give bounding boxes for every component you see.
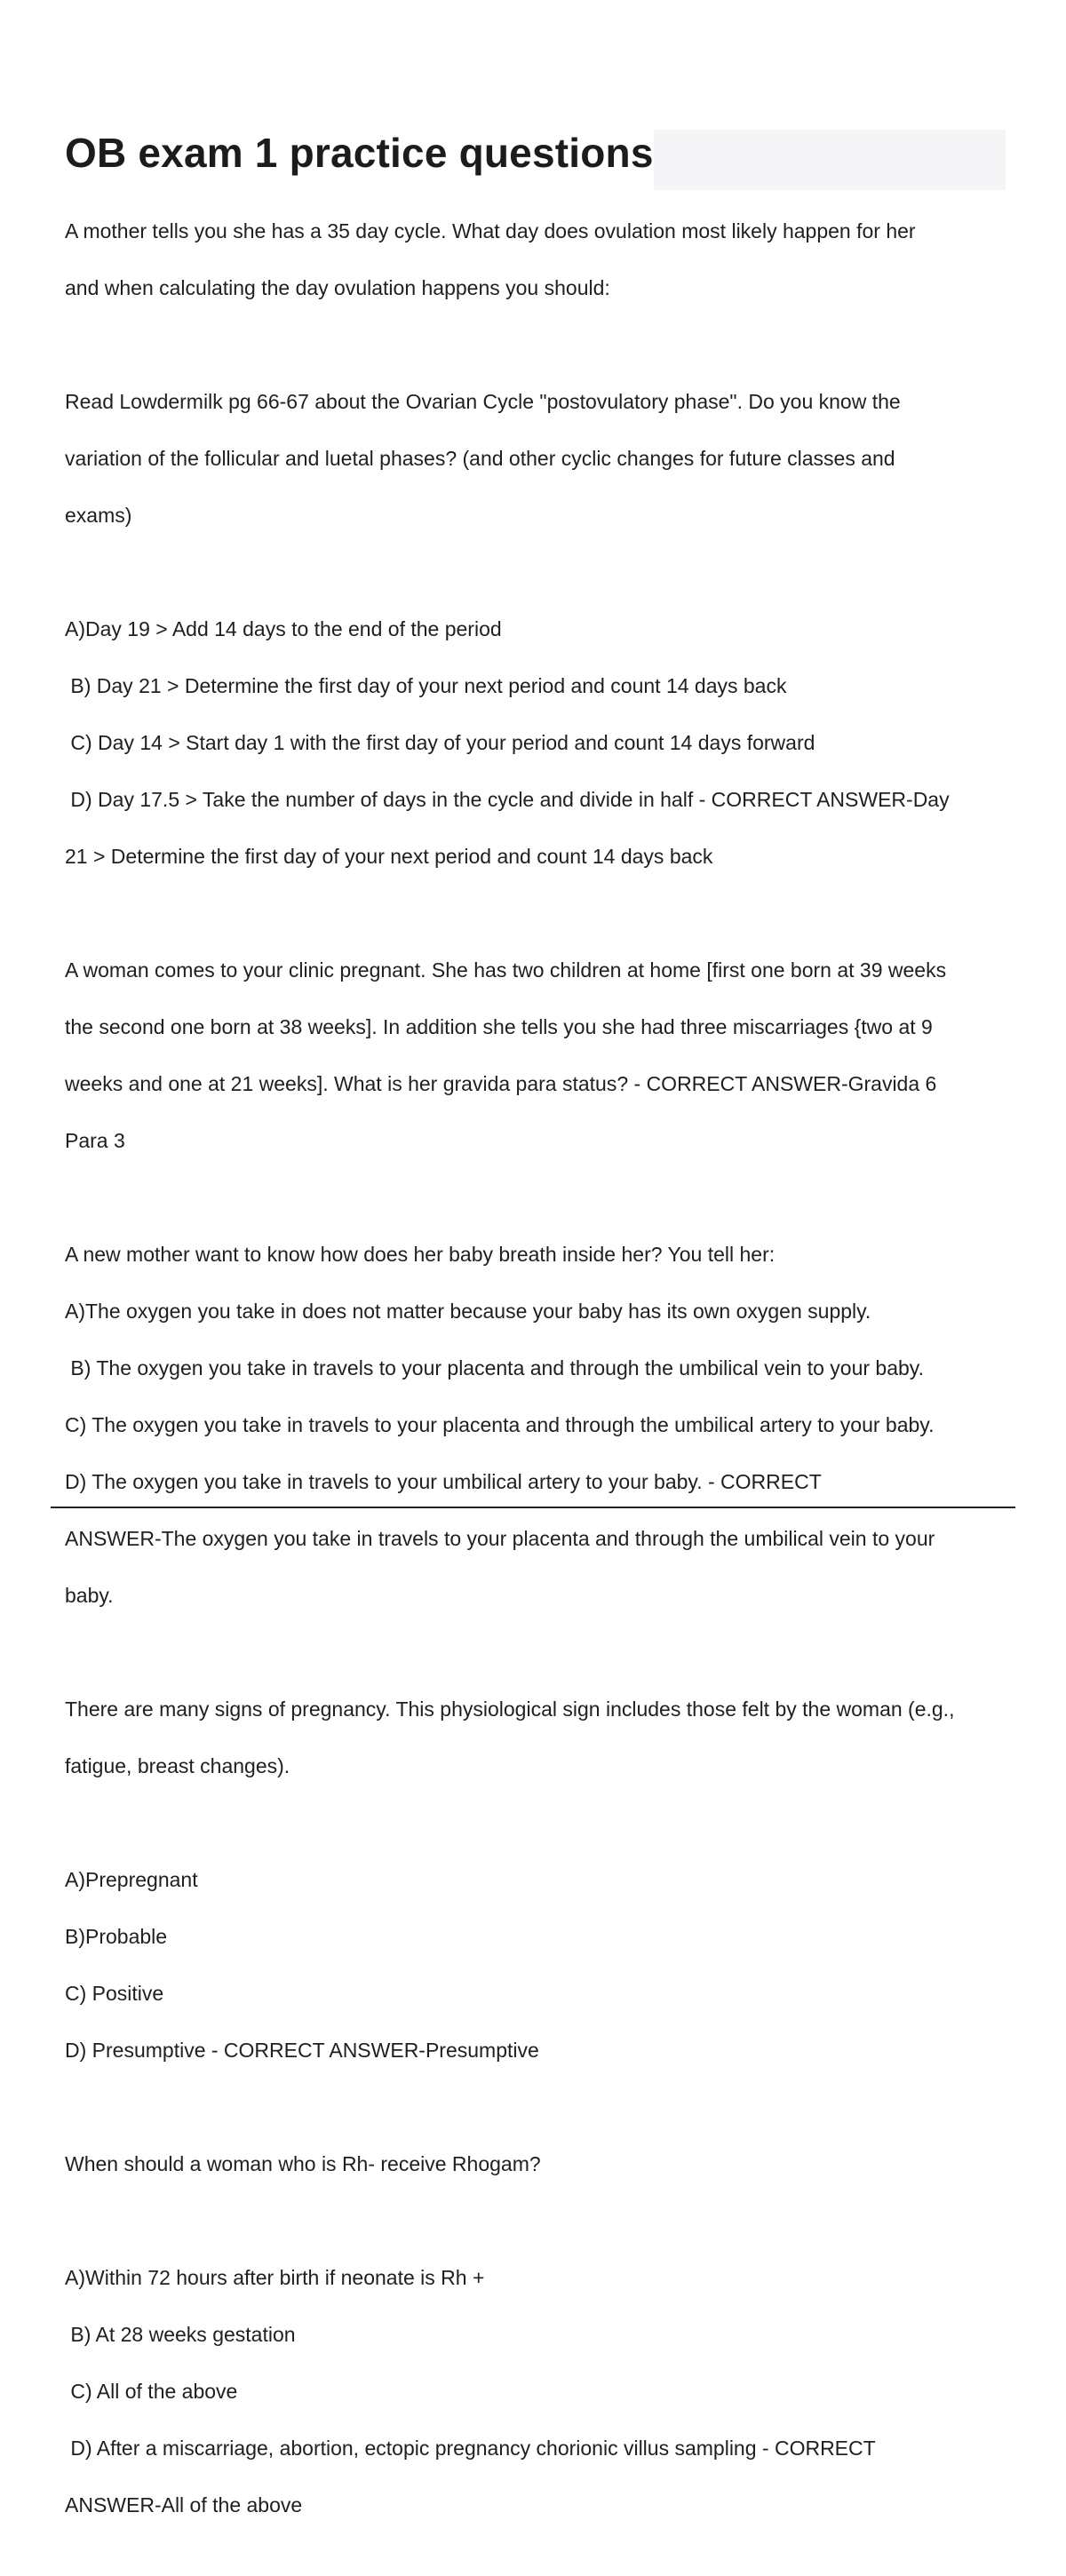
text-line: A new mother want to know how does her baby breath inside her? You tell her: — [65, 1243, 776, 1266]
answer-line: 21 > Determine the first day of your next period and count 14 days back — [65, 845, 713, 868]
option-line: A)The oxygen you take in does not matter because your baby has its own oxygen supply. — [65, 1300, 871, 1323]
option-line: C) Positive — [65, 1982, 164, 2005]
text-line: When should a woman who is Rh- receive Rhogam? — [65, 2152, 541, 2175]
option-line: B) At 28 weeks gestation — [65, 2323, 296, 2346]
option-line: C) Day 14 > Start day 1 with the first day of your period and count 14 days forward — [65, 731, 815, 754]
option-line: D) After a miscarriage, abortion, ectopic pregnancy chorionic villus sampling - CORRECT — [65, 2437, 876, 2460]
text-line: and when calculating the day ovulation happens you should: — [65, 276, 610, 299]
text-line: A woman comes to your clinic pregnant. She has two children at home [first one born at 39 weeks — [65, 958, 947, 982]
text-line: exams) — [65, 504, 132, 527]
answer-line: Para 3 — [65, 1129, 125, 1152]
text-line: A mother tells you she has a 35 day cycle. What day does ovulation most likely happen for her — [65, 219, 916, 242]
question-3 — [65, 1212, 1008, 1638]
question-5-options — [65, 2235, 1008, 2548]
option-line: A)Day 19 > Add 14 days to the end of the period — [65, 617, 502, 640]
text-line: variation of the follicular and luetal phases? (and other cyclic changes for future classes and — [65, 447, 895, 470]
question-4-options — [65, 1837, 1008, 2093]
answer-line: baby. — [65, 1584, 114, 1607]
text-line: There are many signs of pregnancy. This physiological sign includes those felt by the woman (e.g., — [65, 1697, 955, 1721]
option-line: D) Day 17.5 > Take the number of days in the cycle and divide in half - CORRECT ANSWER-Day — [65, 788, 950, 811]
option-line: A)Prepregnant — [65, 1868, 198, 1891]
option-line: C) The oxygen you take in travels to your placenta and through the umbilical artery to your baby. — [65, 1413, 935, 1436]
question-1-prompt — [65, 188, 1008, 330]
option-line: D) The oxygen you take in travels to your umbilical artery to your baby. - CORRECT — [65, 1470, 822, 1493]
page-bottom-rule — [51, 1507, 1015, 1508]
option-line: B) The oxygen you take in travels to your placenta and through the umbilical vein to your baby. — [65, 1356, 924, 1379]
answer-line: ANSWER-All of the above — [65, 2493, 303, 2516]
text-line: the second one born at 38 weeks]. In addition she tells you she had three miscarriages {two at 9 — [65, 1015, 933, 1038]
text-line: weeks and one at 21 weeks]. What is her gravida para status? - CORRECT ANSWER-Gravida 6 — [65, 1072, 937, 1095]
option-line: C) All of the above — [65, 2380, 238, 2403]
page-title: OB exam 1 practice questions — [65, 130, 654, 176]
answer-line: D) Presumptive - CORRECT ANSWER-Presumptive — [65, 2039, 539, 2062]
question-5-prompt — [65, 2121, 1008, 2206]
text-line: fatigue, breast changes). — [65, 1754, 290, 1777]
text-line: Read Lowdermilk pg 66-67 about the Ovarian Cycle "postovulatory phase". Do you know the — [65, 390, 901, 413]
option-line: B)Probable — [65, 1925, 168, 1948]
title-highlight-band — [654, 130, 1006, 190]
answer-line: ANSWER-The oxygen you take in travels to your placenta and through the umbilical vein to your — [65, 1527, 935, 1550]
question-2 — [65, 927, 1008, 1183]
option-line: A)Within 72 hours after birth if neonate is Rh + — [65, 2266, 485, 2289]
question-1-options — [65, 586, 1008, 899]
question-1-note — [65, 359, 1008, 558]
document-body — [65, 188, 1008, 2576]
question-4-prompt — [65, 1666, 1008, 1809]
option-line: B) Day 21 > Determine the first day of your next period and count 14 days back — [65, 674, 787, 697]
